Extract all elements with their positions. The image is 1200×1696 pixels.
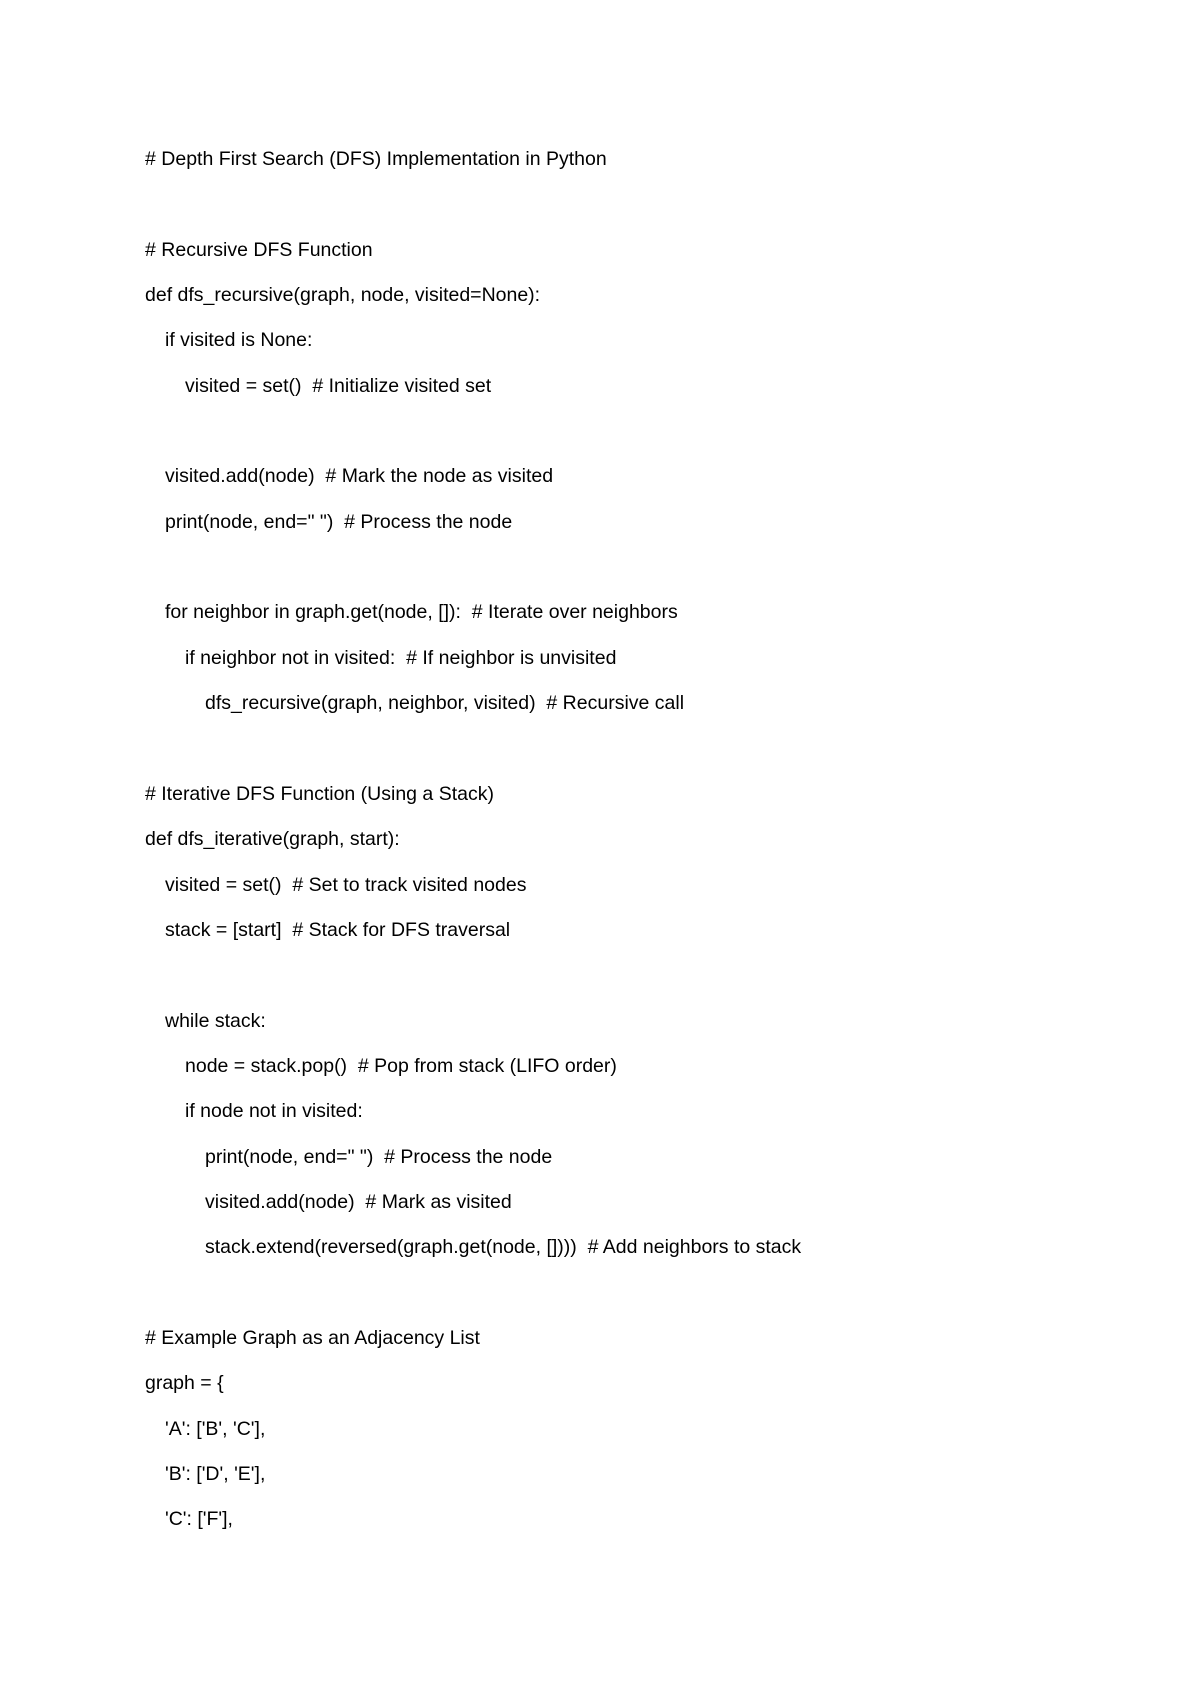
code-line: dfs_recursive(graph, neighbor, visited) # Recursive call	[205, 692, 685, 715]
code-line: print(node, end=" ") # Process the node	[165, 510, 513, 533]
blank-line	[145, 731, 1125, 776]
code-line: 'C': ['F'],	[165, 1508, 233, 1531]
function-definition-line: def dfs_iterative(graph, start):	[145, 828, 400, 851]
blank-line	[145, 187, 1125, 232]
blank-line	[145, 550, 1125, 595]
code-line: stack.extend(reversed(graph.get(node, []))) # Add neighbors to stack	[205, 1236, 802, 1259]
code-line: while stack:	[165, 1009, 266, 1032]
blank-line	[145, 958, 1125, 1003]
code-line: if node not in visited:	[185, 1100, 363, 1123]
code-line: visited = set() # Set to track visited nodes	[165, 873, 527, 896]
code-listing	[145, 142, 1125, 1548]
code-line: for neighbor in graph.get(node, []): # Iterate over neighbors	[165, 601, 678, 624]
code-line: print(node, end=" ") # Process the node	[205, 1145, 553, 1168]
code-line: 'B': ['D', 'E'],	[165, 1462, 266, 1485]
comment-line: # Depth First Search (DFS) Implementation in Python	[145, 148, 607, 170]
comment-line: # Iterative DFS Function (Using a Stack)	[145, 782, 494, 805]
code-line: if visited is None:	[165, 329, 313, 352]
comment-line: # Recursive DFS Function	[145, 238, 373, 261]
code-line: visited.add(node) # Mark as visited	[205, 1190, 512, 1213]
code-line: graph = {	[145, 1372, 224, 1395]
code-line: if neighbor not in visited: # If neighbor is unvisited	[185, 646, 617, 669]
blank-line	[145, 414, 1125, 459]
comment-line: # Example Graph as an Adjacency List	[145, 1326, 480, 1349]
code-line: node = stack.pop() # Pop from stack (LIFO order)	[185, 1054, 617, 1077]
blank-line	[145, 1276, 1125, 1321]
function-definition-line: def dfs_recursive(graph, node, visited=None):	[145, 284, 541, 307]
code-line: visited.add(node) # Mark the node as visited	[165, 465, 554, 488]
code-line: visited = set() # Initialize visited set	[185, 374, 492, 397]
code-line: stack = [start] # Stack for DFS traversal	[165, 918, 511, 941]
code-line: 'A': ['B', 'C'],	[165, 1417, 266, 1440]
